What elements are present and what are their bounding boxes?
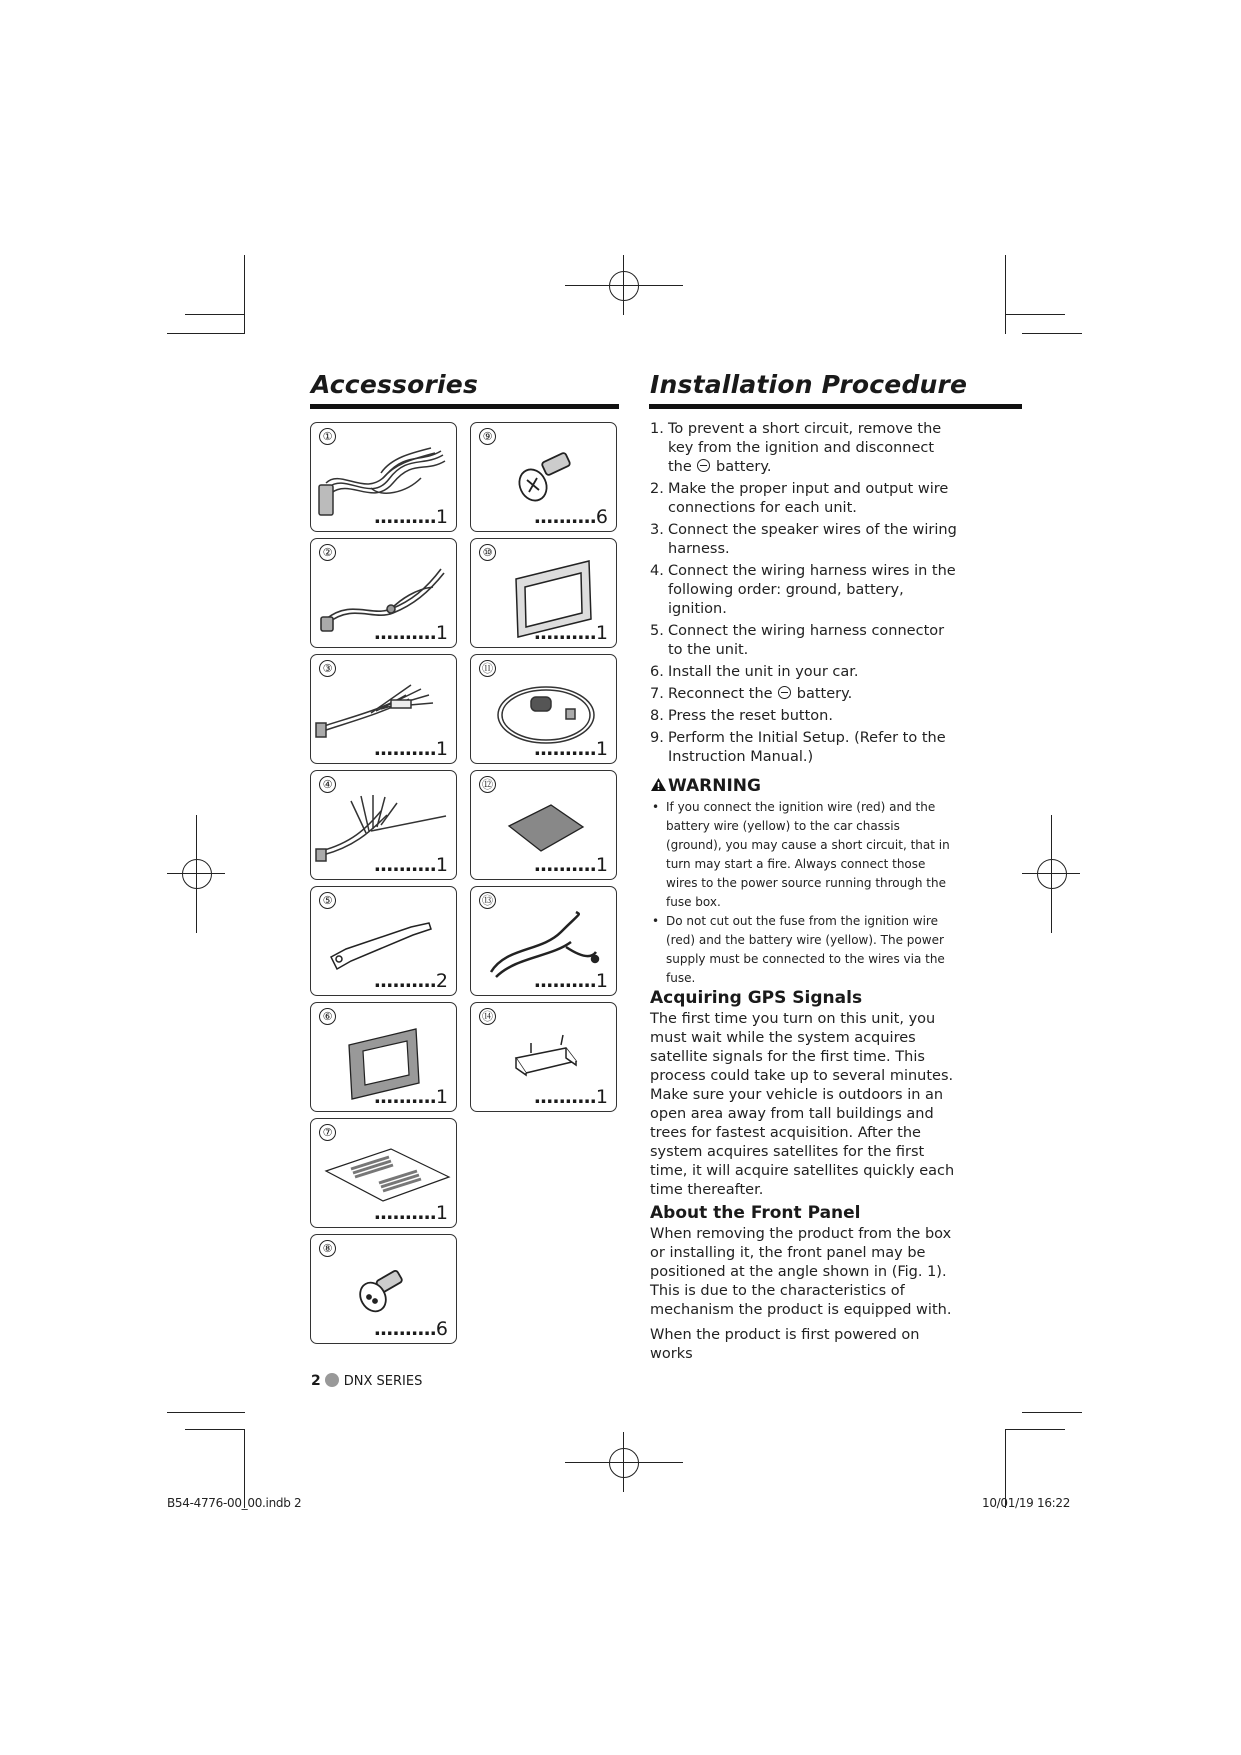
accessory-item [310,422,457,532]
step-text: battery. [796,686,853,702]
accessory-item [310,886,457,996]
installation-step [650,729,960,767]
quantity-value: 1 [435,506,448,528]
step-number: 3. [650,522,664,538]
quantity-value: 1 [595,970,608,992]
accessory-number: ⑩ [479,544,496,561]
step-number: 9. [650,730,664,746]
page-footer [311,1373,422,1389]
step-number: 2. [650,481,664,497]
accessories-heading: Accessories [311,370,479,399]
accessory-quantity [534,622,608,644]
quantity-value: 1 [595,622,608,644]
accessory-quantity [534,506,608,528]
quantity-value: 6 [595,506,608,528]
accessory-item [470,770,617,880]
quantity-leader-dots: .......... [533,738,596,760]
installation-step [650,521,960,559]
accessory-number: ⑧ [319,1240,336,1257]
installation-step [650,707,960,726]
accessory-quantity [374,1086,448,1108]
warning-title: WARNING [668,776,761,796]
quantity-value: 1 [435,1086,448,1108]
warning-triangle-icon [650,777,667,792]
front-panel-text-continued: When the product is first powered on works [650,1327,920,1362]
step-number: 8. [650,708,664,724]
quantity-value: 1 [595,738,608,760]
step-text: Make the proper input and output wire connections for each unit. [668,481,949,516]
installation-step [650,622,960,660]
accessory-number: ⑪ [479,660,496,677]
negative-terminal-icon [778,686,791,699]
quantity-leader-dots: .......... [533,506,596,528]
accessory-quantity [374,1318,448,1340]
accessory-quantity [374,622,448,644]
installation-heading: Installation Procedure [650,370,968,399]
warning-item: • Do not cut out the fuse from the ignition wire (red) and the battery wire (yellow). The power supply must be connected to the wires via the fuse. [650,912,950,988]
accessories-rule [310,404,619,409]
step-text: Connect the speaker wires of the wiring harness. [668,522,957,557]
accessory-item [310,770,457,880]
quantity-leader-dots: .......... [373,506,436,528]
negative-terminal-icon [697,459,710,472]
installation-step [650,663,960,682]
quantity-leader-dots: .......... [373,970,436,992]
accessory-number: ⑨ [479,428,496,445]
quantity-value: 1 [435,622,448,644]
footer-dot-icon [325,1373,339,1387]
quantity-value: 2 [435,970,448,992]
gps-heading: Acquiring GPS Signals [650,988,863,1008]
step-number: 6. [650,664,664,680]
quantity-value: 6 [435,1318,448,1340]
quantity-leader-dots: .......... [533,1086,596,1108]
accessory-quantity [374,970,448,992]
step-text: Connect the wiring harness wires in the following order: ground, battery, ignition. [668,563,956,617]
slug-date: 10/01/19 16:22 [982,1496,1071,1510]
quantity-leader-dots: .......... [533,970,596,992]
quantity-leader-dots: .......... [373,738,436,760]
step-text: Reconnect the [668,686,773,702]
quantity-leader-dots: .......... [373,1086,436,1108]
accessory-quantity [374,854,448,876]
installation-step [650,480,960,518]
step-text: Connect the wiring harness connector to the unit. [668,623,945,658]
accessory-item [310,654,457,764]
quantity-value: 1 [435,854,448,876]
slug-filename: B54-4776-00_00.indb 2 [167,1496,302,1510]
quantity-value: 1 [595,1086,608,1108]
warning-heading [650,776,761,796]
step-text: battery. [716,459,772,475]
accessory-item [310,1234,457,1344]
front-panel-heading: About the Front Panel [650,1203,861,1223]
accessory-number: ⑥ [319,1008,336,1025]
quantity-leader-dots: .......... [373,1318,436,1340]
accessory-number: ① [319,428,336,445]
accessory-number: ⑤ [319,892,336,909]
accessory-item [470,886,617,996]
step-number: 7. [650,686,664,702]
series-name: DNX SERIES [343,1374,423,1389]
accessory-quantity [534,854,608,876]
accessory-number: ③ [319,660,336,677]
accessory-quantity [374,506,448,528]
accessory-item [310,1002,457,1112]
step-text: Perform the Initial Setup. (Refer to the Instruction Manual.) [668,730,946,765]
front-panel-text: When removing the product from the box or installing it, the front panel may be positioned at the angle shown in (Fig. 1). This is due to the characteristics of mechanism the product is equipped with. [650,1226,952,1318]
gps-text: The first time you turn on this unit, you must wait while the system acquires satellite signals for the first time. This process could take up to several minutes. Make sure your vehicle is outdoors in an open area away from tall buildings and trees for fastest acquisition. After the system acquires satellites for the first time, it will acquire satellites quickly each time thereafter. [650,1011,955,1198]
quantity-leader-dots: .......... [533,622,596,644]
accessory-quantity [374,1202,448,1224]
accessory-quantity [374,738,448,760]
warning-list [650,798,950,988]
step-number: 1. [650,421,664,437]
step-text: Install the unit in your car. [668,664,859,680]
accessory-item [470,654,617,764]
accessory-number: ⑫ [479,776,496,793]
accessory-quantity [534,738,608,760]
step-text: To prevent a short circuit, remove the key from the ignition and disconnect the [668,421,942,475]
accessory-number: ⑬ [479,892,496,909]
accessory-quantity [534,1086,608,1108]
accessory-item [310,538,457,648]
step-number: 4. [650,563,664,579]
installation-step [650,685,960,704]
accessory-item [310,1118,457,1228]
accessory-quantity [534,970,608,992]
quantity-value: 1 [435,1202,448,1224]
quantity-value: 1 [435,738,448,760]
accessory-item [470,1002,617,1112]
quantity-leader-dots: .......... [533,854,596,876]
accessory-item [470,538,617,648]
quantity-value: 1 [595,854,608,876]
accessory-number: ② [319,544,336,561]
installation-steps [650,420,960,770]
installation-step [650,420,960,477]
installation-step [650,562,960,619]
step-text: Press the reset button. [668,708,833,724]
page-number: 2 [311,1373,321,1389]
quantity-leader-dots: .......... [373,622,436,644]
accessory-number: ⑭ [479,1008,496,1025]
installation-rule [649,404,1022,409]
accessory-number: ④ [319,776,336,793]
warning-item: • If you connect the ignition wire (red) and the battery wire (yellow) to the car chassis (ground), you may cause a short circuit, that in turn may start a fire. Always connect those wires to the power source running through the fuse box. [650,798,950,912]
accessory-number: ⑦ [319,1124,336,1141]
step-number: 5. [650,623,664,639]
quantity-leader-dots: .......... [373,1202,436,1224]
accessory-item [470,422,617,532]
quantity-leader-dots: .......... [373,854,436,876]
